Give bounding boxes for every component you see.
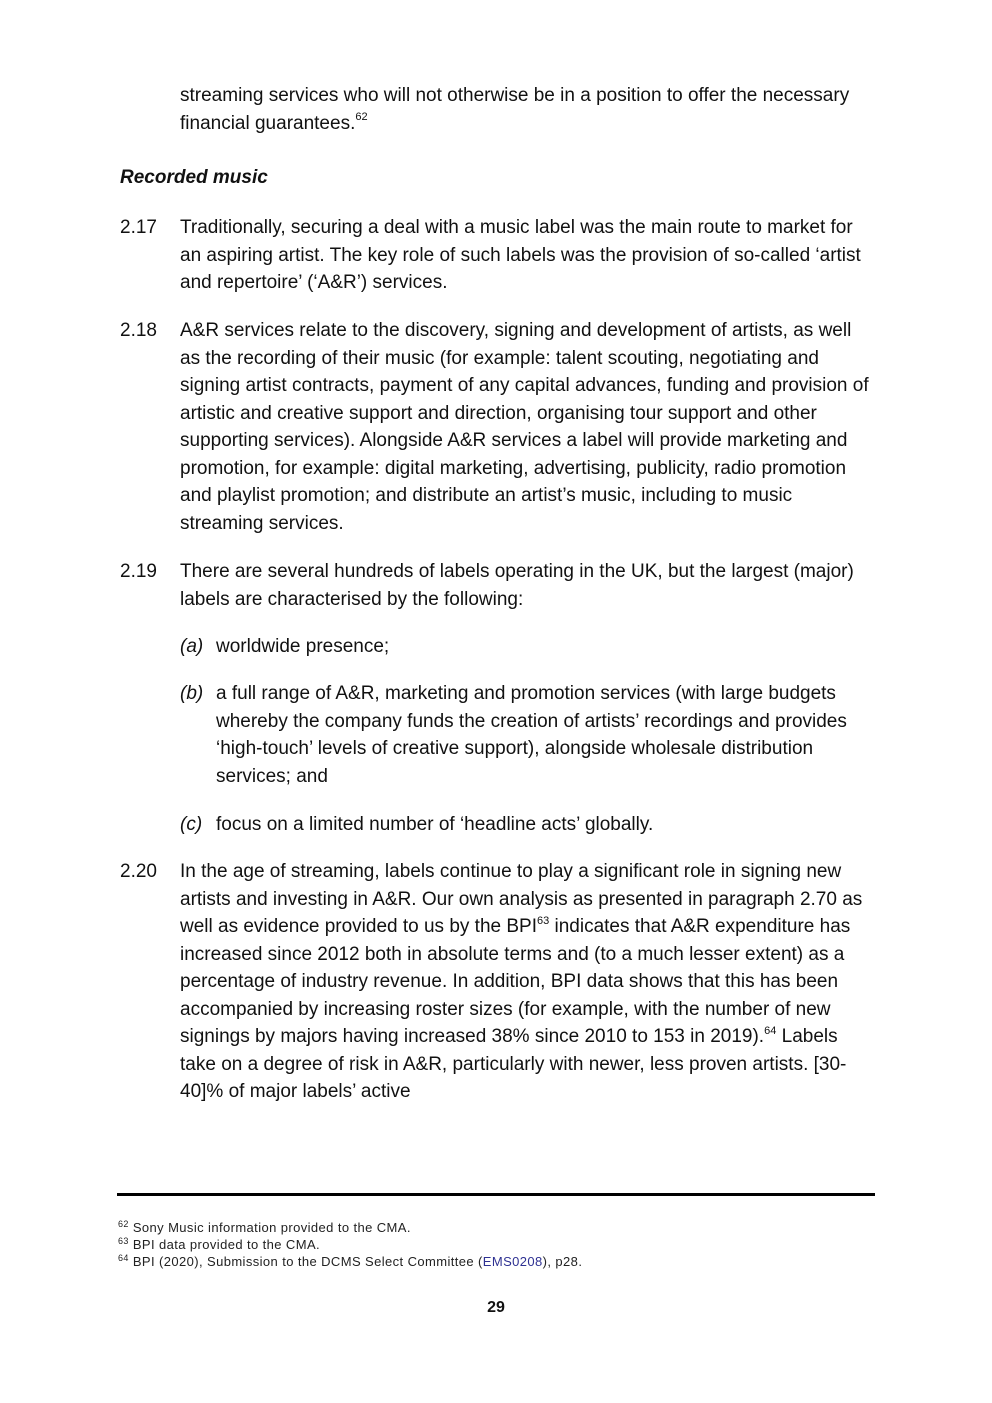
paragraph-text: A&R services relate to the discovery, signing and development of artists, as well as the recording of their music (for example: talent scouting, negotiating and signing artist contracts, payment of any capital advances, funding and provision of artistic and creative support and direction, organising tour support and other supporting services). Alongside A&R services a label will provide marketing and promotion, for example: digital marketing, advertising, publicity, radio promotion and playlist promotion; and distribute an artist’s music, including to music streaming services. [180,320,869,534]
paragraph-2-19 [120,558,880,613]
footnote-text: Sony Music information provided to the CMA. [132,1220,411,1235]
intro-text: streaming services who will not otherwise be in a position to offer the necessary financial guarantees. [180,85,850,134]
paragraph-number: 2.19 [120,561,157,582]
paragraph-number: 2.17 [120,217,157,238]
paragraph-2-20 [120,858,880,1106]
list-item-label: (b) [180,683,204,704]
footnote-ref-63[interactable]: 63 [536,914,550,927]
list-item-text: worldwide presence; [216,636,390,657]
footnote-ref-62[interactable]: 62 [355,111,368,124]
list-item-text: focus on a limited number of ‘headline acts’ globally. [216,814,654,835]
page-number: 29 [487,1299,505,1316]
footnote-62 [118,1219,582,1236]
list-item-label: (a) [180,636,204,657]
list-item-text: a full range of A&R, marketing and promotion services (with large budgets whereby the company funds the creation of artists’ recordings and provides ‘high-touch’ levels of creative support), alongside wholesale distribution services; and [216,683,847,787]
intro-paragraph [180,82,880,137]
footnote-ref-64[interactable]: 64 [764,1024,777,1037]
footnote-64 [118,1253,582,1270]
paragraph-2-18 [120,317,880,537]
paragraph-number: 2.18 [120,320,157,341]
paragraph-text: Traditionally, securing a deal with a music label was the main route to market for an aspiring artist. The key role of such labels was the provision of so-called ‘artist and repertoire’ (‘A&R’) services. [180,217,861,293]
text-part-2: indicates that A&R expenditure has increased since 2012 both in absolute terms and (to a much lesser extent) as a percentage of industry revenue. In addition, BPI data shows that this has been accompanied by increasing roster sizes (for example, with the number of new signings by majors having increased 38% since 2010 to 153 in 2019). [180,916,851,1047]
list-item-c [180,811,880,839]
footnote-text-after: ), p28. [542,1254,583,1269]
footnote-63 [118,1236,582,1253]
footnote-divider [117,1193,875,1196]
ems0208-link[interactable]: EMS0208 [482,1254,543,1269]
paragraph-2-17 [120,214,880,297]
list-item-a [180,633,880,661]
list-item-b [180,680,880,790]
footnote-number: 64 [118,1252,129,1263]
footnotes [118,1219,582,1270]
paragraph-text: There are several hundreds of labels operating in the UK, but the largest (major) labels are characterised by the following: [180,561,854,610]
paragraph-text [180,858,876,1106]
footnote-text-before: BPI (2020), Submission to the DCMS Select Committee ( [132,1254,483,1269]
footnote-number: 62 [118,1218,129,1229]
list-item-label: (c) [180,814,203,835]
paragraph-number: 2.20 [120,861,157,882]
footnote-number: 63 [118,1235,129,1246]
text-part-3: Labels take on a degree of risk in A&R, particularly with newer, less proven artists. [30-40]% of major labels’ active [180,1026,847,1102]
footnote-text: BPI data provided to the CMA. [132,1237,321,1252]
section-heading: Recorded music [120,167,268,188]
text-part-1: In the age of streaming, labels continue to play a significant role in signing new artists and investing in A&R. Our own analysis as presented in paragraph 2.70 as well as evidence provided to us by the BPI [180,861,863,937]
